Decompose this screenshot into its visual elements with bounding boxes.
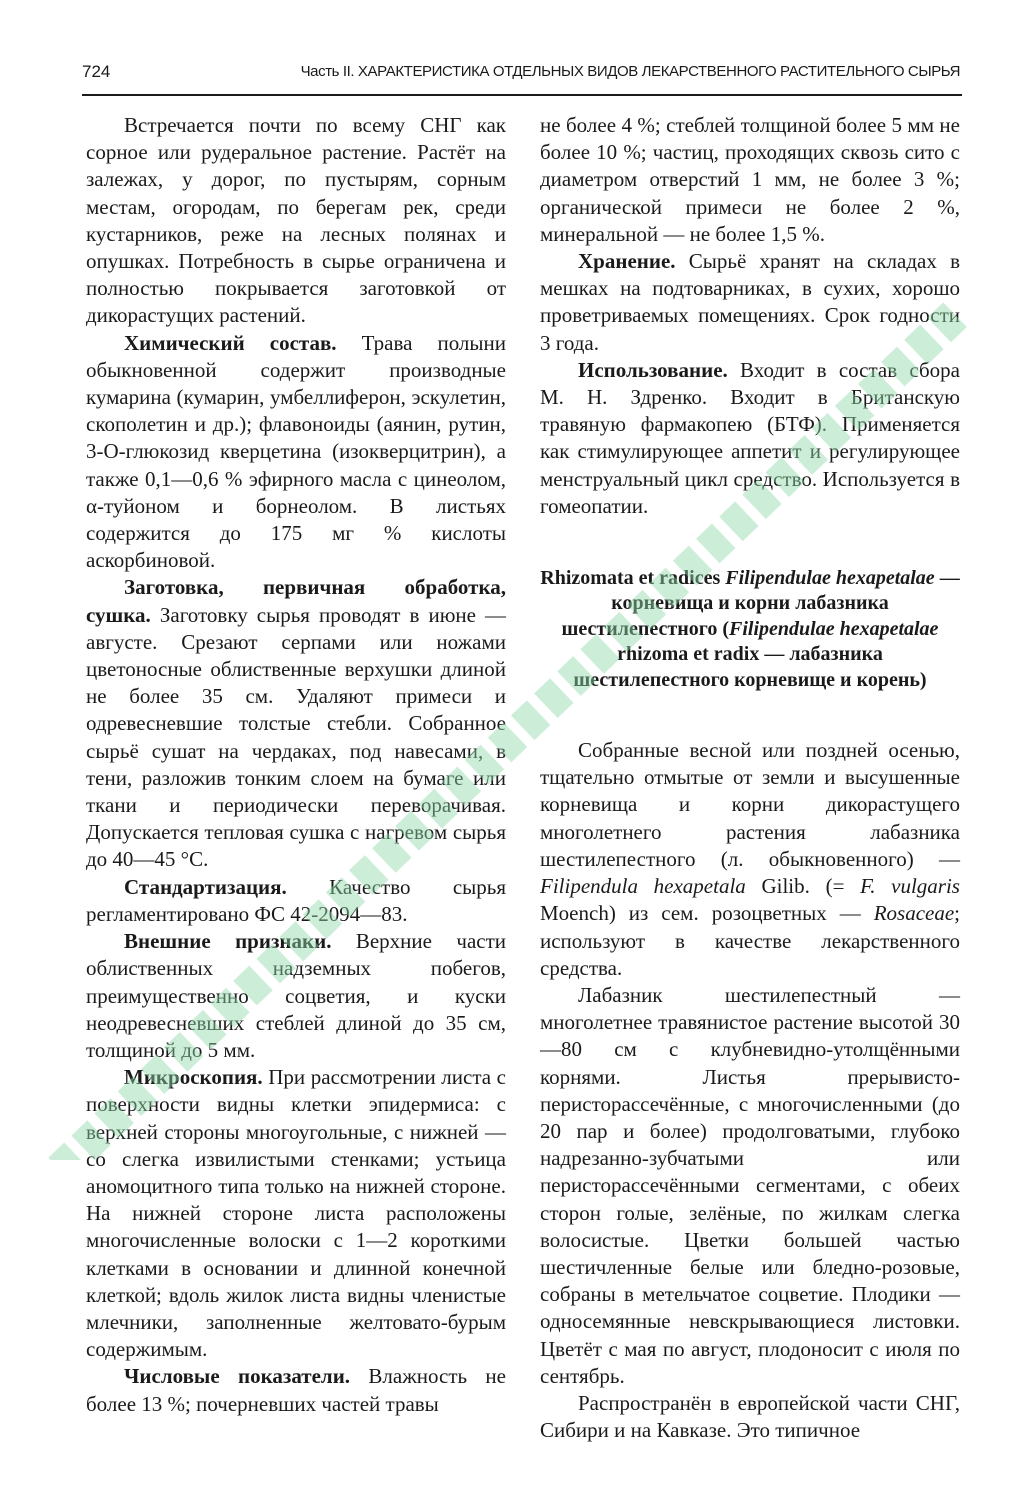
paragraph-harvesting [86, 574, 506, 873]
text-external-features: Верхние части облиственных надземных побегов, преимущественно соцветия, и куски неодревесневших стеблей длиной до 35 см, толщиной до 5 мм. [86, 929, 506, 1062]
text-part: Moench) из сем. розоцветных — [540, 901, 874, 926]
heading-numeric-indicators: Числовые показатели. [124, 1364, 351, 1389]
text-storage: Сырьё хранят на складах в мешках на подтоварниках, в сухих, хорошо проветриваемых помещениях. Срок годности 3 года. [540, 249, 960, 355]
paragraph-raw-material-definition [540, 737, 960, 982]
heading-standardization: Стандартизация. [124, 874, 287, 899]
section-title-filipendula [540, 566, 960, 693]
heading-microscopy: Микроскопия. [124, 1065, 263, 1090]
title-part: Rhizomata et radices [540, 567, 726, 590]
heading-usage: Использование. [578, 357, 728, 382]
text-usage: Входит в состав сбора М. Н. Здренко. Входит в Британскую травяную фармакопею (БТФ). Применяется как стимулирующее аппетит и регулирующее менструальный цикл средство. Используется в гомеопатии. [540, 357, 960, 518]
paragraph-habitat: Встречается почти по всему СНГ как сорное или рудеральное растение. Растёт на залежах, у дорог, по пустырям, сорным местам, огородам, по берегам рек, среди кустарников, реже на лесных полянах и опушках. Потребность в сырье ограничена и полностью покрывается заготовкой от дикорастущих растений. [86, 113, 506, 328]
paragraph-microscopy [86, 1064, 506, 1363]
header-rule [82, 94, 962, 96]
left-column [86, 112, 506, 1418]
heading-chemical-composition: Химический состав. [124, 330, 337, 355]
latin-name: Rosaceae [873, 901, 955, 926]
title-part: — корневища и корни лабазника шестилепестного ( [561, 567, 960, 640]
paragraph-standardization [86, 874, 506, 928]
paragraph-plant-description: Лабазник шестилепестный — многолетнее травянистое растение высотой 30—80 см с клубневидно-утолщёнными корнями. Листья прерывисто-перисторассечённые, с многочисленными (до 20 пар и более) продолговатыми, глубоко надрезанно-зубчатыми или перисторассечёнными сегментами, с обеих сторон голые, зелёные, по жилкам слегка волосистые. Цветки большей частью шестичленные белые или бледно-розовые, собраны в метельчатое соцветие. Плодики — односемянные невскрывающиеся листовки. Цветёт с мая по август, плодоносит с июля по сентябрь. [540, 982, 960, 1388]
heading-external-features: Внешние признаки. [124, 929, 332, 954]
text-standardization: Качество сырья регламентировано ФС 42-2094—83. [86, 874, 506, 926]
text-part: Gilib. (= [745, 874, 861, 899]
title-latin-name: Filipendulae hexapetalae [725, 567, 935, 590]
text-part: Собранные весной или поздней осенью, тщательно отмытые от земли и высушенные корневища и корни дикорастущего многолетнего растения лабазника шестилепестного (л. обыкновенного) — [540, 738, 960, 871]
text-harvesting: Заготовку сырья проводят в июне — августе. Срезают серпами или ножами цветоносные облиственные верхушки длиной не более 35 см. Удаляют примеси и одревесневшие толстые стебли. Собранное сырьё сушат на чердаках, под навесами, в тени, разложив тонким слоем на бумаге или ткани и периодически переворачивая. Допускается тепловая сушка с нагревом сырья до 40—45 °С. [86, 602, 506, 872]
text-numeric-indicators: Влажность не более 13 %; почерневших частей травы [86, 1364, 506, 1416]
title-latin-name: Filipendulae hexapetalae [729, 617, 939, 640]
text-microscopy: При рассмотрении листа с поверхности видны клетки эпидермиса: с верхней стороны многоугольные, с нижней — со слегка извилистыми стенками; устьица аномоцитного типа только на нижней стороне. На нижней стороне листа расположены многочисленные волоски с 1—2 короткими клетками в основании и длинной конечной клеткой; вдоль жилок листа видны членистые млечники, заполненные желтовато-бурым содержимым. [86, 1065, 506, 1362]
text-part: ; используют в качестве лекарственного средства. [540, 901, 960, 980]
latin-name: Filipendula hexapetala [540, 874, 746, 899]
latin-name: F. vulgaris [860, 874, 960, 899]
right-column [540, 112, 960, 1444]
text-chemical-composition: Трава полыни обыкновенной содержит производные кумарина (кумарин, умбеллиферон, эскулетин, скополетин и др.); флавоноиды (аянин, рутин, 3-О-глюкозид кверцетина (изокверцитрин), а также 0,1—0,6 % эфирного масла с цинеолом, α-туйоном и борнеолом. В листьях содержится до 175 мг % кислоты аскорбиновой. [86, 330, 506, 573]
paragraph-chemical-composition [86, 330, 506, 575]
paragraph-usage [540, 357, 960, 520]
page-number: 724 [82, 62, 111, 81]
paragraph-numeric-continued: не более 4 %; стеблей толщиной более 5 мм не более 10 %; частиц, проходящих сквозь сито с диаметром отверстий 1 мм, не более 3 %; органической примеси не более 2 %, минеральной — не более 1,5 %. [540, 113, 960, 246]
paragraph-numeric-indicators [86, 1363, 506, 1417]
page-header [82, 60, 960, 88]
heading-harvesting: Заготовка, первичная обработка, сушка. [86, 575, 506, 627]
running-title: Часть II. ХАРАКТЕРИСТИКА ОТДЕЛЬНЫХ ВИДОВ ЛЕКАРСТВЕННОГО РАСТИТЕЛЬНОГО СЫРЬЯ [300, 63, 960, 80]
heading-storage: Хранение. [578, 249, 676, 274]
paragraph-storage [540, 248, 960, 357]
paragraph-external-features [86, 928, 506, 1064]
title-part: rhizoma et radix — лабазника шестилепестного корневище и корень) [573, 643, 927, 691]
paragraph-distribution: Распространён в европейской части СНГ, Сибири и на Кавказе. Это типичное [540, 1390, 960, 1443]
